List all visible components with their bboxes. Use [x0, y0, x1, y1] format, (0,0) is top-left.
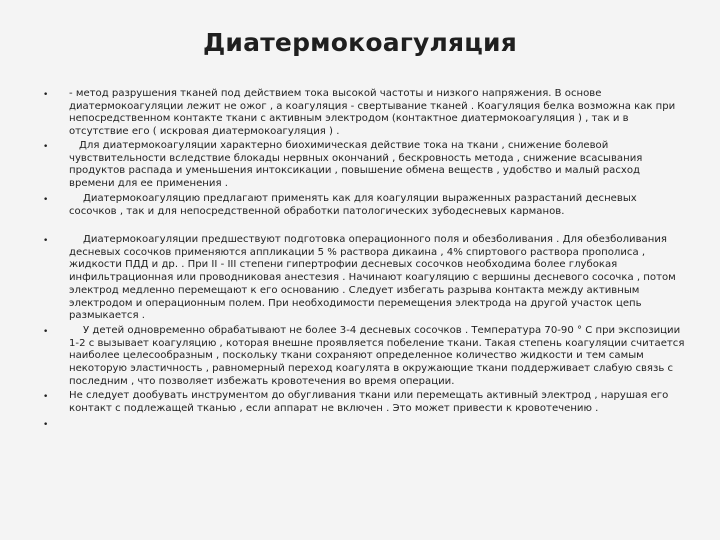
bullet-dot: •	[43, 236, 49, 246]
bullet-text: Для диатермокоагуляции характерно биохимическая действие тока на ткани , снижение болевой чувствительности вследствие блокады нервных окончаний , бескровность метода , снижение всасывания продуктов распада и уменьшения интоксикации , повышение обмена веществ , удобство и малый расход времени для ее применения .	[69, 140, 643, 190]
bullet-text: - метод разрушения тканей под действием тока высокой частоты и низкого напряжения. В основе диатермокоагуляции лежит не ожог , а коагуляция - свертывание тканей . Коагуляция белка возможна как при непосредственном контакте ткани с активным электродом (контактное диатермокоагуляция ) , так и в отсутствие его ( искровая диатермокоагуляция ) .	[69, 88, 676, 138]
slide-title: Диатермокоагуляция	[202, 28, 518, 57]
bullet-text: Диатермокоагуляцию предлагают применять как для коагуляции выраженных разрастаний десневых сосочков , так и для непосредственной обработки патологических зубодесневых карманов.	[69, 193, 637, 217]
bullet-dot: •	[43, 327, 49, 337]
bullet-dot: •	[43, 392, 49, 402]
bullet-text: Диатермокоагуляции предшествуют подготовка операционного поля и обезболивания . Для обезболивания десневых сосочков применяются аппликации 5 % раствора дикаина , 4% спиртового раствора прополиса , жидкости ПДД и др. . При II - III степени гипертрофии десневых сосочков необходима более глубокая инфильтрационная или проводниковая анестезия . Начинают коагуляцию с вершины десневого сосочка , потом электрод медленно перемещают к его основанию . Следует избегать разрыва контакта между активным электродом и операционным полем. При необходимости перемещения электрода на другой участок цепь размыкается .	[69, 234, 676, 322]
bullet-text: Не следует дообувать инструментом до обугливания ткани или перемещать активный электрод , нарушая его контакт с подлежащей тканью , если аппарат не включен . Это может привести к кровотечению .	[69, 390, 669, 414]
bullet-dot: •	[43, 90, 49, 100]
bullet-dot: •	[43, 142, 49, 152]
bullet-dot: •	[43, 195, 49, 205]
bullet-dot: •	[43, 420, 49, 430]
bullet-text: У детей одновременно обрабатывают не более 3-4 десневых сосочков . Температура 70-90 ° С при экспозиции 1-2 с вызывает коагуляцию , которая внешне проявляется побеление ткани. Такая степень коагуляции считается наиболее целесообразным , поскольку ткани сохраняют определенное количество жидкости и тем самым некоторую эластичность , равномерный переход коагулята в окружающие ткани поддерживает слабую связь с последним , что позволяет избежать кровотечения во время операции.	[69, 325, 685, 387]
